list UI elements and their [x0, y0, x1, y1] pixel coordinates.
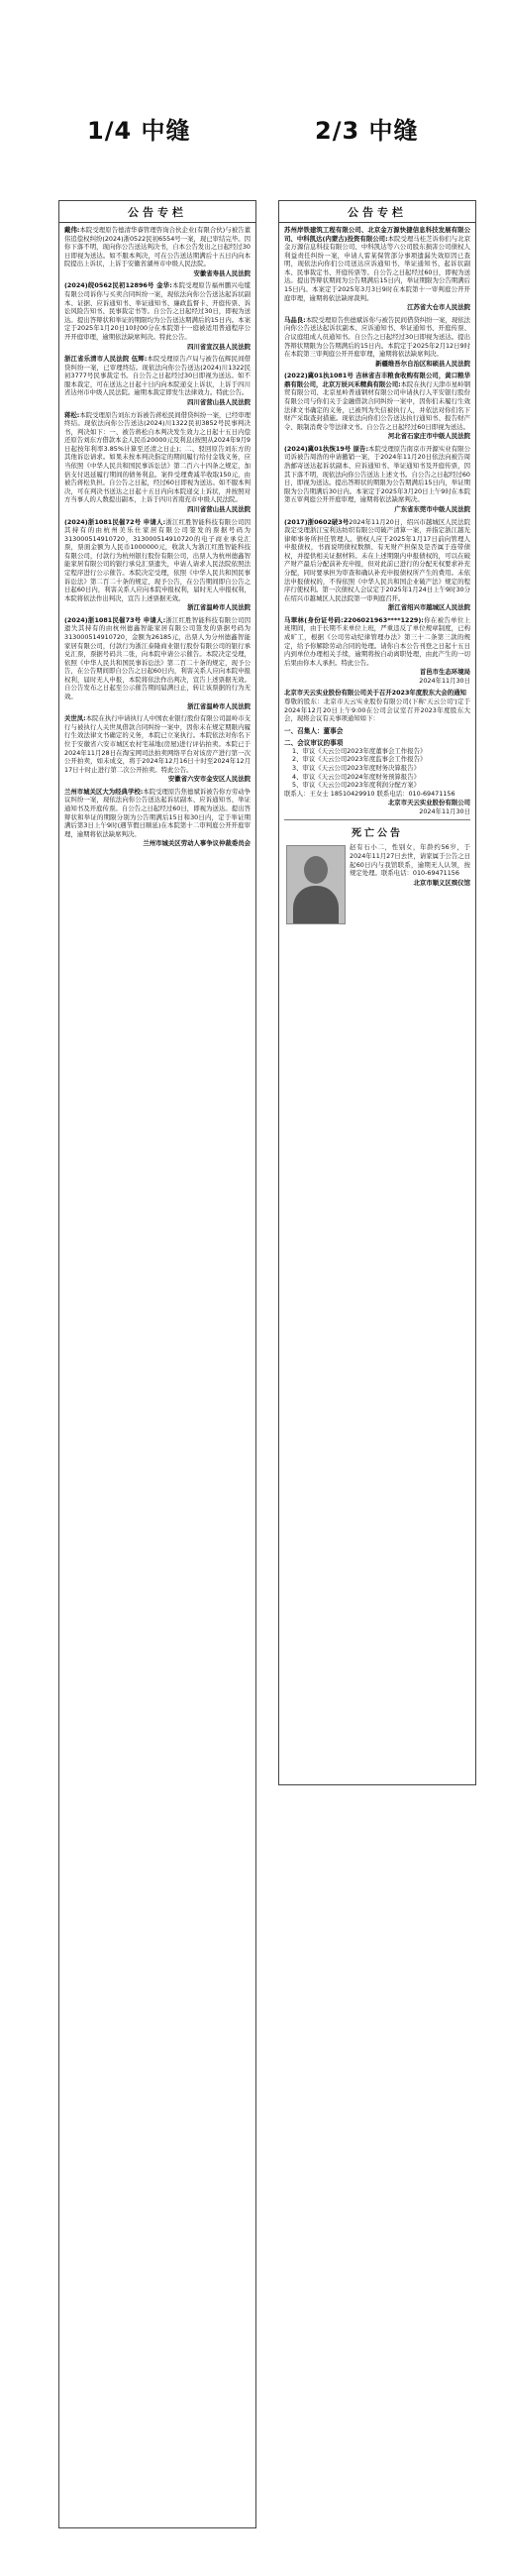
right-notice-column — [278, 200, 476, 1785]
notice-addressee: 兰州市城关区大为经典学校: — [64, 787, 144, 796]
notice — [64, 616, 251, 710]
notice-date: 2024年11月30日 — [419, 676, 470, 685]
notice — [64, 281, 251, 351]
left-notice-column — [58, 200, 256, 2528]
notice-signature: 北京市天云实业股份有限公司 — [387, 799, 470, 807]
notice-body: 本院受理原告福州鹏兴电缆有限公司诉你与买卖合同纠纷一案，现依法向你公告送达起诉状副本、证据、应诉通知书、举证通知书、廉政监督卡、开庭传票、诉讼风险告知书、民事裁定书等。自公告之日起经过30日，即视为送达。提出答辩状和举证的期限均为公告送达期满后的15日内。本案定于2025年1月20日10时00分在本院第十一庭被适用普通程序公开开庭审理，逾期依法缺席判决。特此公告。 — [64, 281, 252, 341]
obituary-signature: 北京市顺义区殡仪馆 — [413, 878, 470, 887]
notice — [64, 714, 251, 784]
notice-signature: 新疆维吾尔自治区和硕县人民法院 — [375, 359, 470, 368]
notice-addressee: 关世凤: — [64, 714, 86, 723]
notice-signature: 浙江省绍兴市越城区人民法院 — [387, 603, 470, 612]
notice-signature: 江苏省大仓市人民法院 — [407, 303, 470, 312]
contact-info: 联系人：王女士 18510429910 联系电话：010-69471156 — [284, 789, 455, 798]
notice-body: 尊敬的股东：北京市天云实业股份有限公司(下称'天云公司')定于2024年12月20日上午9:00在公司会议室召开2023年度股东大会，现将会议有关事项通知如下： — [284, 698, 470, 723]
notice-body: 浙江红胜智能科技有限公司因其持有的由杭州美乐仕家居有限公司签发的票据号码为313000514910720，313000514910720的电子商业承兑汇票，票面金额为人民币1000000元，收款人为浙江红胜智能科技有限公司，付款行为杭州银行股份有限公司，出票人为杭州德鑫智能家居有限公司的银行承兑汇票遗失，申请人请求人民法院依照法定程序进行公示催告。本院决定受理，依照《中华人民共和国民事诉讼法》第二百二十条的规定，现予公告，在公告期间即自公告之日起60日内，利害关系人应向本院申报权利，届时无人申报权利，本院将依法作出判决，宣告上述票据无效。 — [64, 517, 252, 602]
column-header: 公告专栏 — [59, 201, 255, 223]
notice-addressee: 马品良: — [284, 315, 306, 324]
agenda-item: 4、审议《天云公司2024年度财务预算报告》 — [292, 772, 420, 781]
notice-body: 本院受理原告南京市开源实业有限公司诉被告周浩的申请撤销一案，于2024年11月20日依法向被告周浩邮寄送达起诉状副本、应诉通知书、举证通知书及开庭传票，因其下落不明，现依法向你公告送达上述文书。自公告之日起经过60日，即视为送达。提出答辩状的期限为公告期满后15日内，举证期限为公告期满后30日内。本案定于2025年3月20日上午9时在本院第五审判庭公开开庭审理，逾期将依法缺席判决。 — [284, 444, 471, 504]
notice — [64, 355, 251, 406]
notice-signature: 河北省石家庄市中级人民法院 — [387, 432, 470, 441]
notice-signature: 兰州市城关区劳动人事争议仲裁委员会 — [143, 839, 251, 848]
notice-signature: 浙江省温岭市人民法院 — [187, 701, 251, 710]
notice-body: 本院受理马桂芝诉你们与北京金万源信息科技有限公司、中科凯达等六公司股东损害公司债权人利益责任纠纷一案，申请人雷某保管部分事项遗漏失效原因已查明，现依法向你们公司送达应诉通知书、举证通知书、起诉状副本、民事裁定书、开庭传票等。自公告之日起经过60日，即视为送达。提出答辩状期间为公告期满后15日内，举证期限为公告期满后15日内。本案定于2025年3月3日9时在本院第十一审判庭公开开庭审理，逾期将依法缺席裁判。 — [284, 234, 471, 302]
notice-addressee: (2024)浙1081民催72号 申请人: — [64, 517, 166, 526]
agenda-convener: 一、召集人：董事会 — [284, 726, 344, 735]
column-header: 公告专栏 — [279, 201, 475, 223]
divider — [284, 819, 470, 820]
notice-body: 你在被告单位上班期间，由于长期不来单位上班，严重违反了单位规章制度，已构成旷工，根据《公司劳动纪律管理办法》第三十二条第三款的规定，给予你解除劳动合同的处理。请你自本公告刊登之日起十五日内到单位办理相关手续，逾期将按自动离职处理，由此产生的一切后果由你本人承担。特此公告。 — [284, 615, 470, 667]
notice-signature: 浙江省温岭市人民法院 — [187, 603, 251, 612]
agenda-item: 1、审议《天云公司2023年度董事会工作报告》 — [292, 746, 427, 755]
notice — [284, 445, 470, 514]
agenda-subtitle: 二、会议审议的事项 — [284, 738, 344, 747]
notice — [64, 226, 251, 277]
deceased-photo — [286, 845, 346, 924]
notice — [284, 518, 470, 612]
notice-title: 北京市天云实业股份有限公司关于召开2023年度股东大会的通知 — [284, 689, 466, 698]
agenda-item: 5、审议《天云公司2023年度利润分配方案》 — [292, 781, 420, 790]
notice — [284, 372, 470, 441]
notice-addressee: 苏州岸铁建筑工程有限公司、北京金万源快捷信息科技发展有限公司、中科凯达(内蒙古)投资有限公司: — [284, 226, 470, 243]
notice-body: 本院受理原告德清华睿管理咨询合伙企业(有限合伙)与被告董伟追偿权纠纷(2024)浙0522民初6554号一案，现已审结完毕。因你下落不明，现向你公告送达判决书，自本公告发出之日起经过30日即视为送达。如不服本判决，可在公告送达期满后十五日内向本院提出上诉状，上诉于安徽省湖州市中级人民法院。 — [64, 226, 251, 268]
notice-body: 本院受理原告焦德斌诉你与被告民间借贷纠纷一案，现依法向你公告送达起诉状副本、应诉通知书、举证通知书、开庭传票、合议庭组成人员通知书。自公告之日起经过30日即视为送达。提出答辩状期限为公告期满后的15日内。本院定于2025年2月12日9时在本院第三审判庭公开开庭审理，逾期将依法缺席判决。 — [284, 315, 471, 359]
notice-addressee: 浙江省乐清市人民法院 伍辉: — [64, 355, 148, 364]
notice-signature: 广东省东莞市中级人民法院 — [394, 504, 470, 513]
notice-body: 本院在执行天津市星岭钢贸有限公司、北京星岭普通钢材有限公司申请执行人平安银行股份有限公司与你们关于金融借款合同纠纷一案中，因你们未履行生效法律文书确定的义务，已被列为失信被执行人，并依法对你们名下财产采取查封措施。现依法向你们公告送达执行通知书、报告财产令、限制消费令等法律文书。自公告之日起经过60日即视为送达。 — [284, 379, 470, 431]
notice-signature: 四川省营山县人民法院 — [187, 397, 251, 406]
notice — [64, 518, 251, 612]
notice-signature: 安徽省寿县人民法院 — [193, 268, 251, 277]
notice — [64, 411, 251, 514]
agenda-item: 2、审议《天云公司2023年度监事会工作报告》 — [292, 755, 427, 764]
notice-body: 本院受理原告刘东方诉被告蒋松民间借贷纠纷一案，已经审理终结。现依法向你公告送达(2024)川1322民初3852号民事判决书，判决如下：一、被告蒋松自本判决发生效力之日起十五日内偿还原告刘东方借款本金人民币20000元及利息(按照从2024年9月9日起按年利率3.85%计算至还清之日止)；二、驳回原告刘东方的其他诉讼请求。如果未按本判决指定的期间履行给付金钱义务，应当依照《中华人民共和国民事诉讼法》第二百六十四条之规定，加倍支付迟延履行期间的债务利息。案件受理费减半收取150元，由被告蒋松负担。自公告之日起，经过60日即视为送达。如不服本判决，可在判决书送达之日起十五日内向本院递交上诉状，并按照对方当事人的人数提出副本，上诉于四川省南充市中级人民法院。 — [64, 410, 252, 504]
notice-addressee: 戴伟: — [64, 226, 80, 234]
notice-addressee: (2017)浙0602破3号 — [284, 517, 350, 526]
notice — [284, 616, 470, 686]
notice — [284, 316, 470, 368]
notice-body: 浙江红胜智能科技有限公司因遗失其持有的由杭州德鑫智能家居有限公司签发的票据号码为313000514910720，金额为26185元，出票人为分州德鑫智能家居有限公司，付款行为浙江泰隆商业银行股份有限公司的银行承兑汇票，票据号码共二张，向本院申请公示催告。本院决定受理，依照《中华人民共和国民事诉讼法》第二百二十条的规定，现予公告，在公告期间即自公告之日起60日内，利害关系人应向本院申报权利，届时无人申报，本院将依法作出判决，宣告上述票据无效。自公告发布之日起至公示催告期间届满日止，转让该票据的行为无效。 — [64, 615, 252, 701]
notice-body: 本院受理原告卢局与被告伍辉民间借贷纠纷一案，已审理终结。现依法向你公告送达(2024)川1322民初3777号民事裁定书。自公告之日起经过30日即视为送达。如不服本裁定，可在送达之日起十日内向本院递交上诉状，上诉于四川省达州市中级人民法院。逾期本裁定即发生法律效力。特此公告。 — [64, 355, 252, 397]
notice — [64, 788, 251, 848]
obituary-title: 死亡公告 — [352, 828, 403, 840]
notice-addressee: (2024)冀01执恢19号 原告: — [284, 444, 369, 453]
headline-right: 2/3 中缝 — [315, 117, 419, 145]
notice-addressee: (2024)浙1081民催73号 申请人: — [64, 615, 166, 624]
obituary-body: 赵有石小二，性别女，年龄约56岁，于2024年11月27日去世，请家属于公告之日起60日内与我馆联系，逾期无人认领，按规定处理。联系电话：010-69471156 — [350, 843, 470, 878]
shareholder-meeting-notice — [284, 689, 470, 815]
notice-addressee: (2024)皖0562民初12896号 金华: — [64, 281, 172, 290]
notice-signature: 首邑市生态环境局 — [419, 668, 470, 677]
notice-signature: 安徽省六安市金安区人民法院 — [167, 775, 251, 784]
notice-body: 2024年11月20日，绍兴市越城区人民法院裁定受理浙江宝利达纺织有限公司破产清算一案，并指定浙江越光律师事务所担任管理人。债权人应于2025年1月17日前向管理人申报债权，书面说明债权数额、有无财产担保及是否属于连带债权，并提供相关证据材料。未在上述期限内申报债权的，可以在破产财产最后分配前补充申报，但对此前已进行的分配无权要求补充分配，同时要承担为审查和确认补充申报债权所产生的费用。未依法申报债权的，不得依照《中华人民共和国企业破产法》规定的程序行使权利。第一次债权人会议定于2025年1月24日上午9时30分在绍兴市越城区人民法院第一审判庭召开。 — [284, 517, 470, 602]
notice-date: 2024年11月30日 — [419, 806, 470, 815]
notice-signature: 四川省营山县人民法院 — [187, 504, 251, 513]
notice-signature: 四川省宣汉县人民法院 — [187, 342, 251, 351]
obituary — [284, 843, 470, 954]
notice-addressee: 蒋松: — [64, 410, 80, 419]
notice — [284, 226, 470, 312]
headline-left: 1/4 中缝 — [87, 117, 191, 145]
notice-body: 本院在执行申请执行人中国农业银行股份有限公司温岭市支行与被执行人关世凤借款合同纠纷一案中，因你未在规定期限内履行生效法律文书确定的义务，本院已立案执行。本院依法对你名下位于安徽省六安市城区农村宅基地(房屋)进行评估拍卖。本院已于2024年11月28日在淘宝网司法拍卖网络平台对该房产进行第一次公开拍卖，如未成交，将于2024年12月16日十时至2024年12月17日十时止进行第二次公开拍卖。特此公告。 — [64, 714, 252, 774]
notice-body: 本院受理原告焦德斌诉被告你方劳动争议纠纷一案，现依法向你公告送达起诉状副本、应诉通知书、举证通知书及开庭传票。自公告之日起经过60日，即视为送达。提出答辩状和举证的期限分别为公告期满后15日和30日内，定于举证期满后第3日上午9时(遇节假日顺延)在本院第十二审判庭公开开庭审理，逾期将依法缺席判决。 — [64, 787, 252, 838]
notice-addressee: (2022)冀01执1081号 吉林省吉丰粮食收购有限公司，黄口粮华鼎有限公司，北京万辰兴禾精典有限公司: — [284, 372, 470, 388]
notice-addressee: 马翠林(身份证号码:2206021963****1229): — [284, 615, 424, 624]
agenda-item: 3、审议《天云公司2023年度财务决算报告》 — [292, 763, 420, 772]
